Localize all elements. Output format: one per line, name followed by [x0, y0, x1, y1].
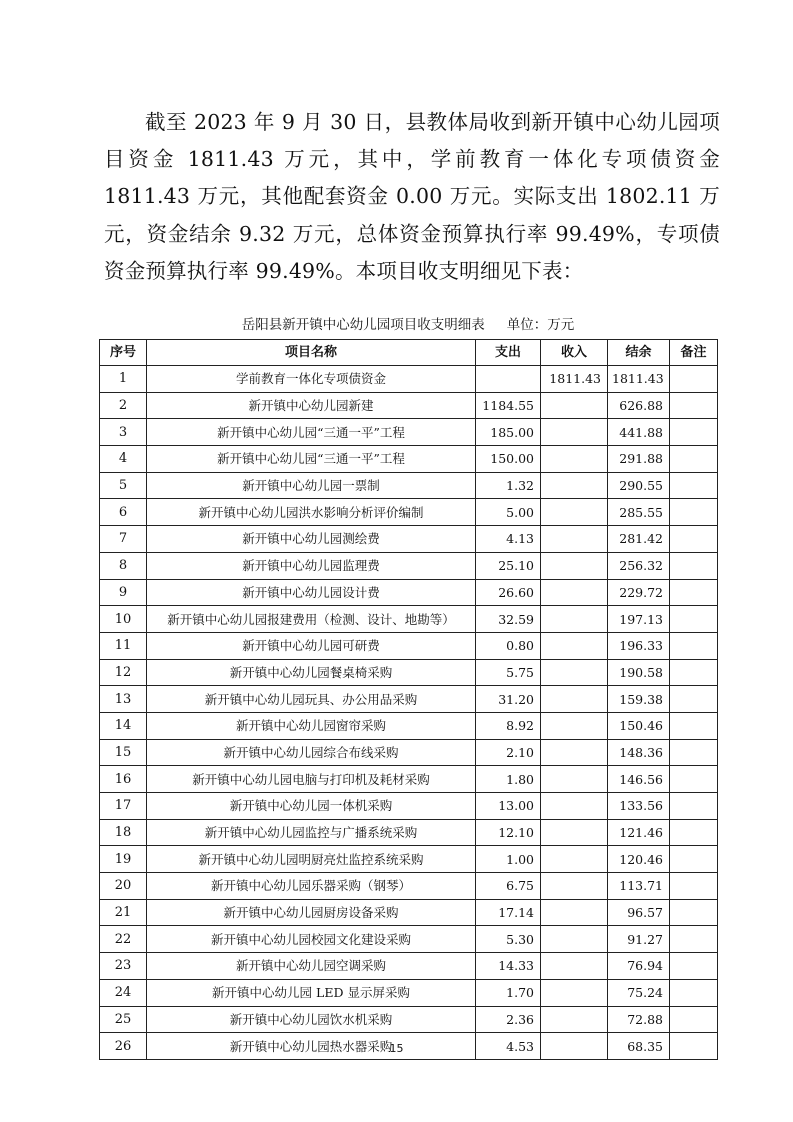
table-cell: 24 [100, 979, 147, 1006]
table-cell: 1811.43 [541, 366, 608, 393]
table-cell [670, 873, 718, 900]
table-cell: 1.32 [476, 472, 541, 499]
header-cell: 序号 [100, 340, 147, 366]
table-cell: 1811.43 [608, 366, 670, 393]
table-cell: 新开镇中心幼儿园玩具、办公用品采购 [147, 686, 476, 713]
table-cell: 新开镇中心幼儿园窗帘采购 [147, 712, 476, 739]
table-cell: 14.33 [476, 953, 541, 980]
table-cell: 新开镇中心幼儿园设计费 [147, 579, 476, 606]
table-cell [541, 846, 608, 873]
table-row [100, 499, 718, 526]
table-row [100, 926, 718, 953]
table-cell: 2.10 [476, 739, 541, 766]
table-cell: 新开镇中心幼儿园厨房设备采购 [147, 899, 476, 926]
table-cell: 新开镇中心幼儿园“三通一平”工程 [147, 419, 476, 446]
table-cell: 22 [100, 926, 147, 953]
table-cell [670, 793, 718, 820]
table-cell [670, 1006, 718, 1033]
table-cell: 5.30 [476, 926, 541, 953]
table-cell: 68.35 [608, 1033, 670, 1060]
table-row [100, 793, 718, 820]
table-row [100, 419, 718, 446]
table-cell: 9 [100, 579, 147, 606]
table-cell: 281.42 [608, 526, 670, 553]
table-cell [670, 392, 718, 419]
table-row [100, 1006, 718, 1033]
table-cell [541, 712, 608, 739]
table-row [100, 739, 718, 766]
table-cell: 2 [100, 392, 147, 419]
table-cell: 26 [100, 1033, 147, 1060]
table-cell [541, 953, 608, 980]
table-cell: 146.56 [608, 766, 670, 793]
table-row [100, 606, 718, 633]
table-cell: 291.88 [608, 446, 670, 473]
table-cell: 3 [100, 419, 147, 446]
table-cell: 26.60 [476, 579, 541, 606]
table-cell: 12 [100, 659, 147, 686]
table-cell: 441.88 [608, 419, 670, 446]
table-cell [541, 979, 608, 1006]
table-title: 岳阳县新开镇中心幼儿园项目收支明细表 [241, 317, 485, 333]
table-row [100, 526, 718, 553]
table-cell [670, 472, 718, 499]
table-cell: 2.36 [476, 1006, 541, 1033]
table-cell: 4.13 [476, 526, 541, 553]
expense-table [99, 339, 718, 1060]
table-cell: 12.10 [476, 819, 541, 846]
table-cell: 91.27 [608, 926, 670, 953]
table-cell [541, 739, 608, 766]
table-cell: 626.88 [608, 392, 670, 419]
table-row [100, 766, 718, 793]
table-cell: 1184.55 [476, 392, 541, 419]
table-cell [541, 632, 608, 659]
table-cell: 新开镇中心幼儿园洪水影响分析评价编制 [147, 499, 476, 526]
table-cell [476, 366, 541, 393]
table-cell [670, 659, 718, 686]
table-cell: 23 [100, 953, 147, 980]
table-cell: 新开镇中心幼儿园电脑与打印机及耗材采购 [147, 766, 476, 793]
table-cell: 190.58 [608, 659, 670, 686]
table-cell: 121.46 [608, 819, 670, 846]
table-cell [670, 499, 718, 526]
table-row [100, 472, 718, 499]
table-cell [670, 419, 718, 446]
table-cell: 0.80 [476, 632, 541, 659]
table-cell: 229.72 [608, 579, 670, 606]
header-cell: 支出 [476, 340, 541, 366]
table-row [100, 979, 718, 1006]
table-cell: 197.13 [608, 606, 670, 633]
table-cell: 新开镇中心幼儿园校园文化建设采购 [147, 926, 476, 953]
table-cell: 6.75 [476, 873, 541, 900]
table-cell: 133.56 [608, 793, 670, 820]
table-cell [541, 552, 608, 579]
table-cell: 185.00 [476, 419, 541, 446]
table-row [100, 686, 718, 713]
table-cell: 256.32 [608, 552, 670, 579]
table-cell: 150.46 [608, 712, 670, 739]
body-paragraph: 截至 2023 年 9 月 30 日，县教体局收到新开镇中心幼儿园项目资金 1811.43 万元，其中，学前教育一体化专项债资金 1811.43 万元，其他配套资金 0.00 万元。实际支出 1802.11 万元，资金结余 9.32 万元，总体资金预算执行率 99.49%，专项债资金预算执行率 99.49%。本项目收支明细见下表： [104, 110, 720, 283]
table-cell: 17.14 [476, 899, 541, 926]
table-cell: 72.88 [608, 1006, 670, 1033]
table-row [100, 819, 718, 846]
table-cell: 16 [100, 766, 147, 793]
table-cell: 96.57 [608, 899, 670, 926]
table-cell: 19 [100, 846, 147, 873]
header-cell: 结余 [608, 340, 670, 366]
table-cell [670, 552, 718, 579]
table-cell: 76.94 [608, 953, 670, 980]
table-cell: 4.53 [476, 1033, 541, 1060]
table-caption [100, 314, 716, 336]
table-cell: 新开镇中心幼儿园餐桌椅采购 [147, 659, 476, 686]
table-cell: 1.70 [476, 979, 541, 1006]
table-row [100, 552, 718, 579]
header-cell: 备注 [670, 340, 718, 366]
table-cell [670, 712, 718, 739]
table-cell: 196.33 [608, 632, 670, 659]
table-cell [541, 606, 608, 633]
table-cell: 5.75 [476, 659, 541, 686]
table-cell: 148.36 [608, 739, 670, 766]
table-cell [670, 366, 718, 393]
table-cell [541, 392, 608, 419]
table-cell: 1.00 [476, 846, 541, 873]
table-row [100, 899, 718, 926]
table-row [100, 446, 718, 473]
table-cell: 4 [100, 446, 147, 473]
table-cell: 7 [100, 526, 147, 553]
table-cell: 新开镇中心幼儿园明厨亮灶监控系统采购 [147, 846, 476, 873]
table-cell: 8.92 [476, 712, 541, 739]
table-body [100, 366, 718, 1060]
table-cell: 新开镇中心幼儿园可研费 [147, 632, 476, 659]
table-cell [541, 819, 608, 846]
table-cell: 5.00 [476, 499, 541, 526]
table-cell [670, 686, 718, 713]
table-row [100, 579, 718, 606]
table-cell [541, 499, 608, 526]
table-cell: 新开镇中心幼儿园 LED 显示屏采购 [147, 979, 476, 1006]
table-cell: 150.00 [476, 446, 541, 473]
table-cell [541, 1006, 608, 1033]
table-cell: 新开镇中心幼儿园测绘费 [147, 526, 476, 553]
table-cell: 学前教育一体化专项债资金 [147, 366, 476, 393]
table-cell: 11 [100, 632, 147, 659]
table-cell: 18 [100, 819, 147, 846]
table-cell [670, 846, 718, 873]
table-cell: 159.38 [608, 686, 670, 713]
table-cell: 120.46 [608, 846, 670, 873]
table-cell: 75.24 [608, 979, 670, 1006]
table-cell: 21 [100, 899, 147, 926]
table-cell: 新开镇中心幼儿园饮水机采购 [147, 1006, 476, 1033]
table-cell: 新开镇中心幼儿园综合布线采购 [147, 739, 476, 766]
table-cell: 新开镇中心幼儿园“三通一平”工程 [147, 446, 476, 473]
table-row [100, 846, 718, 873]
header-cell: 收入 [541, 340, 608, 366]
table-cell: 新开镇中心幼儿园一体机采购 [147, 793, 476, 820]
table-cell: 新开镇中心幼儿园监理费 [147, 552, 476, 579]
table-cell [670, 526, 718, 553]
table-cell: 新开镇中心幼儿园新建 [147, 392, 476, 419]
table-cell: 285.55 [608, 499, 670, 526]
table-cell [670, 632, 718, 659]
table-cell: 新开镇中心幼儿园报建费用（检测、设计、地勘等） [147, 606, 476, 633]
table-cell: 新开镇中心幼儿园空调采购 [147, 953, 476, 980]
table-cell: 1 [100, 366, 147, 393]
table-row [100, 392, 718, 419]
table-row [100, 632, 718, 659]
table-cell [541, 926, 608, 953]
table-cell: 新开镇中心幼儿园乐器采购（钢琴） [147, 873, 476, 900]
table-cell [670, 819, 718, 846]
table-cell [670, 606, 718, 633]
table-cell: 10 [100, 606, 147, 633]
table-cell: 新开镇中心幼儿园一票制 [147, 472, 476, 499]
table-cell: 25 [100, 1006, 147, 1033]
table-cell: 20 [100, 873, 147, 900]
table-cell [541, 766, 608, 793]
table-cell: 113.71 [608, 873, 670, 900]
table-cell [541, 579, 608, 606]
table-cell [541, 526, 608, 553]
table-row [100, 953, 718, 980]
table-cell [670, 739, 718, 766]
table-cell: 新开镇中心幼儿园热水器采购 [147, 1033, 476, 1060]
table-cell [670, 579, 718, 606]
table-cell: 13 [100, 686, 147, 713]
table-cell [541, 419, 608, 446]
table-cell [670, 926, 718, 953]
table-cell [670, 899, 718, 926]
table-cell [541, 446, 608, 473]
table-cell: 15 [100, 739, 147, 766]
table-cell: 290.55 [608, 472, 670, 499]
table-cell [670, 766, 718, 793]
table-cell: 5 [100, 472, 147, 499]
table-cell: 14 [100, 712, 147, 739]
table-cell [541, 793, 608, 820]
table-cell [670, 953, 718, 980]
table-cell: 8 [100, 552, 147, 579]
table-cell: 17 [100, 793, 147, 820]
table-cell [541, 873, 608, 900]
table-cell [670, 979, 718, 1006]
table-header-row [100, 340, 718, 366]
header-cell: 项目名称 [147, 340, 476, 366]
table-unit: 单位：万元 [506, 317, 575, 333]
table-cell [541, 472, 608, 499]
table-cell: 1.80 [476, 766, 541, 793]
table-cell [670, 446, 718, 473]
table-cell: 32.59 [476, 606, 541, 633]
table-cell: 13.00 [476, 793, 541, 820]
table-cell [541, 686, 608, 713]
table-row [100, 659, 718, 686]
table-cell: 6 [100, 499, 147, 526]
table-cell [541, 899, 608, 926]
page-number: 15 [389, 1042, 404, 1055]
table-cell: 新开镇中心幼儿园监控与广播系统采购 [147, 819, 476, 846]
table-row [100, 712, 718, 739]
table-row [100, 366, 718, 393]
table-cell: 31.20 [476, 686, 541, 713]
table-cell: 25.10 [476, 552, 541, 579]
table-cell [541, 659, 608, 686]
table-row [100, 873, 718, 900]
